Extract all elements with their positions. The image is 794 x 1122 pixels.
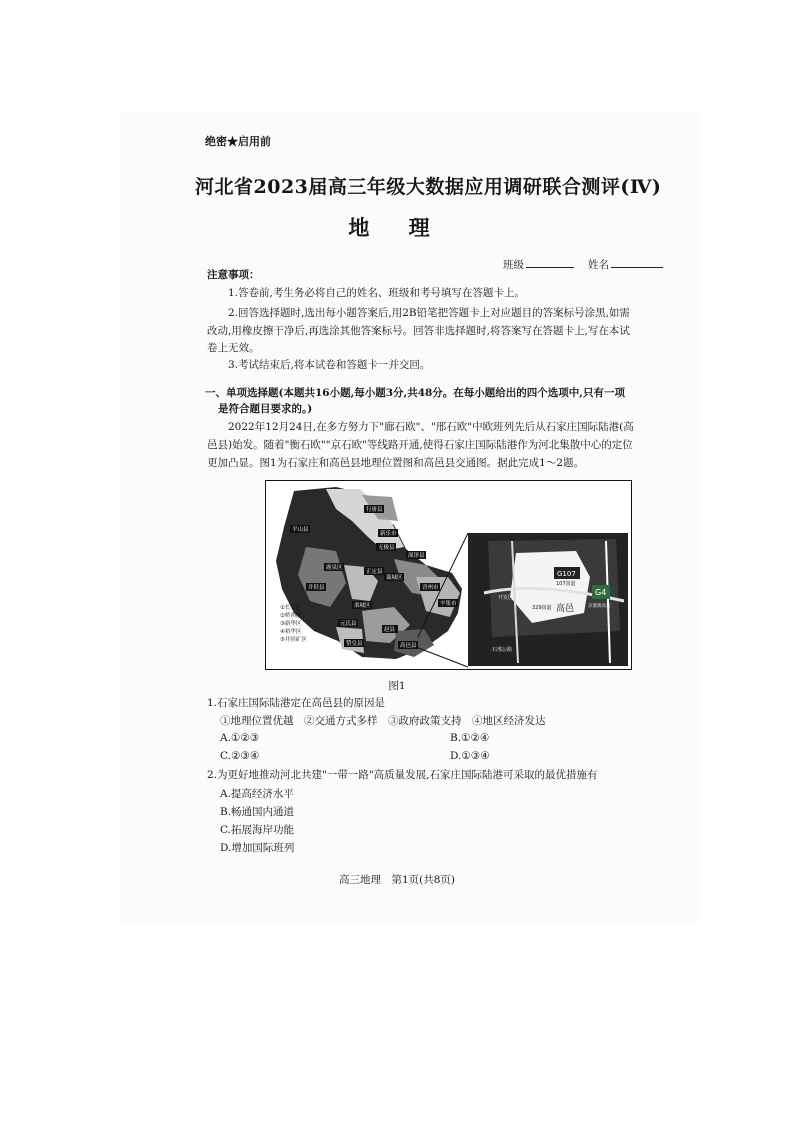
svg-text:深泽县: 深泽县	[408, 553, 425, 559]
question-1-statements: ①地理位置优越 ②交通方式多样 ③政府政策支持 ④地区经济发达	[220, 715, 546, 727]
class-field	[503, 257, 574, 272]
note-item: 1.答卷前,考生务必将自己的姓名、班级和考号填写在答题卡上。	[228, 287, 525, 299]
svg-text:晋州市: 晋州市	[422, 585, 439, 591]
passage-line: 2022年12月24日,在多方努力下"廊石欧"、"邢石欧"中欧班列先后从石家庄国际陆港(高	[228, 421, 634, 433]
svg-text:高邑: 高邑	[556, 604, 575, 614]
svg-text:赵县: 赵县	[384, 627, 396, 633]
note-item: 3.考试结束后,将本试卷和答题卡一并交回。	[228, 359, 431, 371]
svg-text:辛集市: 辛集市	[440, 601, 457, 607]
exam-title: 河北省2023届高三年级大数据应用调研联合测评(Ⅳ)	[195, 176, 662, 198]
svg-text:元氏县: 元氏县	[340, 621, 357, 627]
svg-text:鹿泉区: 鹿泉区	[326, 565, 343, 571]
svg-text:④裕华区: ④裕华区	[280, 629, 302, 635]
question-1-stem: 1.石家庄国际陆港定在高邑县的原因是	[207, 697, 386, 709]
svg-text:329国道: 329国道	[532, 605, 552, 611]
svg-text:高邑县: 高邑县	[400, 643, 417, 649]
svg-text:赞皇县: 赞皇县	[346, 641, 363, 647]
svg-text:栾城区: 栾城区	[354, 603, 371, 609]
svg-text:⑤井陉矿区: ⑤井陉矿区	[280, 637, 307, 643]
option-d: D.增加国际班列	[220, 842, 295, 854]
subject-title: 地 理	[348, 215, 446, 240]
svg-text:开发区: 开发区	[498, 595, 514, 601]
name-field	[588, 257, 663, 272]
passage-line: 更加凸显。图1为石家庄和高邑县地理位置图和高邑县交通图。据此完成1～2题。	[207, 457, 585, 469]
name-blank	[611, 257, 663, 268]
svg-text:①长安区: ①长安区	[280, 605, 302, 611]
svg-text:京港澳高速: 京港澳高速	[588, 604, 611, 609]
svg-text:G4: G4	[595, 588, 607, 597]
section-heading: 一、单项选择题(本题共16小题,每小题3分,共48分。在每小题给出的四个选项中,只有一项	[205, 387, 625, 399]
svg-text:②桥西区: ②桥西区	[280, 613, 302, 619]
class-blank	[526, 257, 574, 268]
svg-text:新乐市: 新乐市	[380, 531, 397, 537]
svg-text:无极县: 无极县	[378, 545, 395, 551]
option-c: C.②③④	[220, 750, 260, 762]
secret-label: 绝密★启用前	[205, 135, 271, 148]
note-item: 卷上无效。	[207, 342, 260, 354]
option-a: A.①②③	[220, 732, 260, 744]
svg-text:石邢公路: 石邢公路	[492, 647, 513, 653]
svg-text:井陉县: 井陉县	[308, 585, 325, 591]
option-a: A.提高经济水平	[220, 788, 294, 800]
svg-text:藁城区: 藁城区	[386, 575, 403, 581]
svg-text:③新华区: ③新华区	[280, 621, 302, 627]
passage-line: 邑县)始发。随着"衡石欧""京石欧"等线路开通,使得石家庄国际陆港作为河北集散中心的定位	[207, 439, 633, 451]
notes-heading: 注意事项：	[207, 269, 260, 281]
page-footer: 高三地理 第1页(共8页)	[338, 874, 456, 886]
svg-text:正定县: 正定县	[366, 569, 383, 575]
note-item: 改动,用橡皮擦干净后,再选涂其他答案标号。回答非选择题时,将答案写在答题卡上,写在本试	[207, 325, 630, 337]
section-heading-cont: 是符合题目要求的。)	[218, 403, 313, 415]
option-b: B.①②④	[450, 732, 490, 744]
figure-1-map	[265, 480, 632, 670]
option-b: B.畅通国内通道	[220, 806, 295, 818]
question-2-stem: 2.为更好地推动河北共建"一带一路"高质量发展,石家庄国际陆港可采取的最优措施有	[207, 769, 598, 781]
figure-caption: 图1	[388, 680, 406, 692]
class-label: 班级	[503, 259, 524, 271]
svg-text:107国道: 107国道	[556, 581, 576, 587]
svg-text:G107: G107	[557, 570, 576, 578]
connector-line	[416, 647, 468, 667]
note-item: 2.回答选择题时,选出每小题答案后,用2B铅笔把答题卡上对应题目的答案标号涂黑,如需	[228, 307, 630, 319]
name-label: 姓名	[588, 259, 609, 271]
svg-text:平山县: 平山县	[292, 527, 309, 533]
option-d: D.①③④	[450, 750, 490, 762]
option-c: C.拓展海岸功能	[220, 824, 294, 836]
svg-text:行唐县: 行唐县	[366, 507, 383, 513]
